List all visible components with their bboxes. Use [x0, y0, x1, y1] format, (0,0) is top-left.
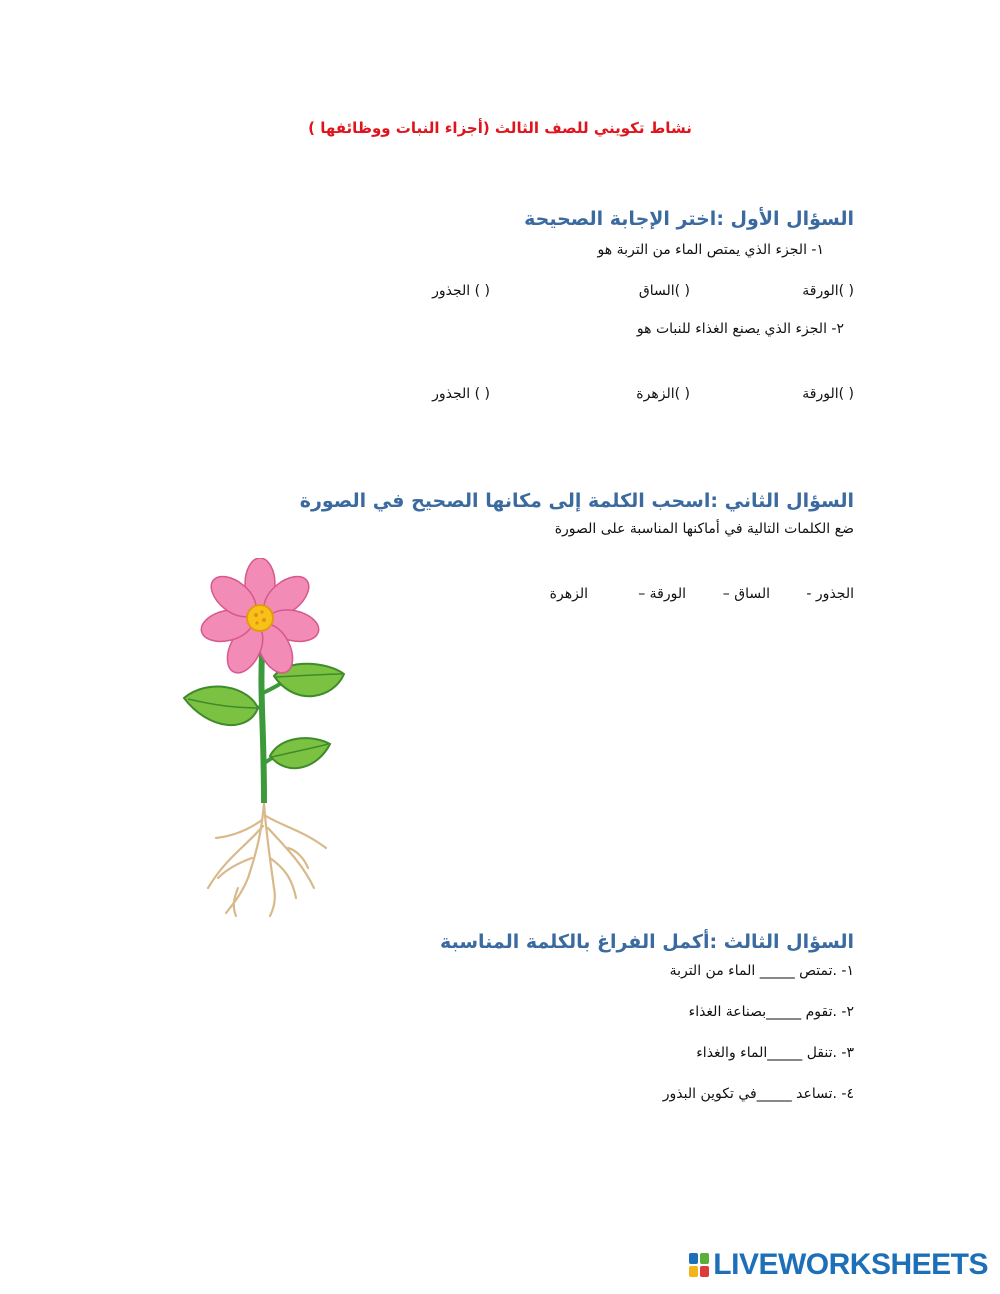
q1-item2-option-roots[interactable]: ( ) الجذور — [432, 386, 490, 402]
q1-item1-option-roots[interactable]: ( ) الجذور — [432, 283, 490, 299]
logo-text: LIVEWORKSHEETS — [713, 1248, 988, 1281]
drag-word-stem[interactable]: الساق – — [722, 586, 770, 602]
question-2-instruction: ضع الكلمات التالية في أماكنها المناسبة على الصورة — [554, 521, 854, 537]
plant-illustration — [178, 558, 350, 920]
question-1-heading: السؤال الأول :اختر الإجابة الصحيحة — [524, 208, 854, 230]
drag-word-roots[interactable]: الجذور - — [806, 586, 854, 602]
liveworksheets-logo-icon — [689, 1253, 709, 1277]
fill-blank-item-2[interactable]: ٢- .تقوم _____بصناعة الغذاء — [688, 1004, 854, 1020]
q1-item1-option-stem[interactable]: ( )الساق — [638, 283, 690, 299]
question-1-item-2-text: ٢- الجزء الذي يصنع الغذاء للنبات هو — [636, 321, 844, 337]
question-3-heading: السؤال الثالث :أكمل الفراغ بالكلمة المناسبة — [440, 931, 854, 953]
fill-blank-item-1[interactable]: ١- .تمتص _____ الماء من التربة — [669, 963, 854, 979]
question-2-heading: السؤال الثاني :اسحب الكلمة إلى مكانها الصحيح في الصورة — [299, 490, 854, 512]
liveworksheets-logo — [689, 1248, 988, 1282]
roots-drawing — [208, 803, 326, 916]
fill-blank-item-4[interactable]: ٤- .تساعد _____في تكوين البذور — [662, 1086, 854, 1102]
q1-item1-option-leaf[interactable]: ( )الورقة — [802, 283, 854, 299]
q1-item2-option-leaf[interactable]: ( )الورقة — [802, 386, 854, 402]
stem-drawing — [261, 653, 264, 803]
question-1-item-1-text: ١- الجزء الذي يمتص الماء من التربة هو — [597, 242, 824, 258]
fill-blank-item-3[interactable]: ٣- .تنقل _____الماء والغذاء — [696, 1045, 854, 1061]
drag-word-leaf[interactable]: الورقة – — [638, 586, 686, 602]
q1-item2-option-flower[interactable]: ( )الزهرة — [636, 386, 690, 402]
page-title: نشاط تكويني للصف الثالث (أجزاء النبات ووظائفها ) — [308, 119, 692, 137]
drag-word-flower[interactable]: الزهرة — [549, 586, 588, 602]
